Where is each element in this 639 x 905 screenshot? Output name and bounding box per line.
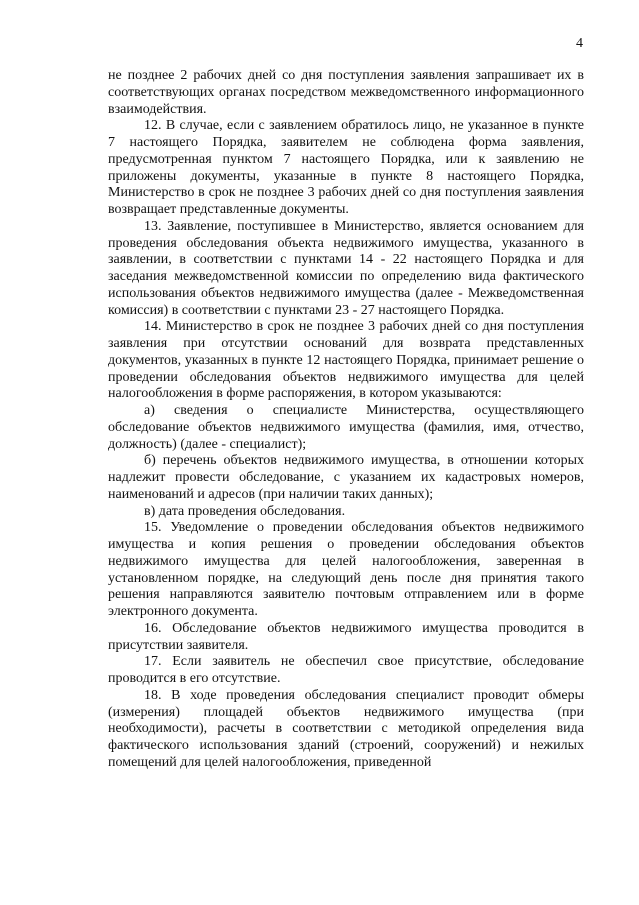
paragraph-continuation: не позднее 2 рабочих дней со дня поступления заявления запрашивает их в соответствующих органах посредством межведомственного информационного взаимодействия. (108, 68, 584, 117)
paragraph-14: 14. Министерство в срок не позднее 3 рабочих дней со дня поступления заявления при отсутствии оснований для возврата представленных документов, указанных в пункте 12 настоящего Порядка, принимает решение о проведении обследования объектов недвижимого имущества для целей налогообложения в форме распоряжения, в котором указываются: (108, 319, 584, 402)
paragraph-13: 13. Заявление, поступившее в Министерство, является основанием для проведения обследования объекта недвижимого имущества, указанного в заявлении, в соответствии с пунктами 14 - 22 настоящего Порядка и для заседания межведомственной комиссии по определению вида фактического использования объектов недвижимого имущества (далее - Межведомственная комиссия) в соответствии с пунктами 23 - 27 настоящего Порядка. (108, 218, 584, 318)
subitem-v: в) дата проведения обследования. (144, 503, 346, 519)
subitem-a: а) сведения о специалисте Министерства, осуществляющего обследование объектов недвижимого имущества (фамилия, имя, отчество, должность) (далее - специалист); (108, 403, 584, 452)
paragraph-16: 16. Обследование объектов недвижимого имущества проводится в присутствии заявителя. (108, 620, 584, 653)
paragraph-12: 12. В случае, если с заявлением обратилось лицо, не указанное в пункте 7 настоящего Порядка, заявителем не соблюдена форма заявления, предусмотренная пунктом 7 настоящего Порядка, или к заявлению не приложены документы, указанные в пункте 8 настоящего Порядка, Министерство в срок не позднее 3 рабочих дней со дня поступления заявления возвращает представленные документы. (108, 118, 584, 217)
paragraph-18: 18. В ходе проведения обследования специалист проводит обмеры (измерения) площадей объектов недвижимого имущества (при необходимости), расчеты в соответствии с методикой определения вида фактического использования зданий (строений, сооружений) и нежилых помещений для целей налогообложения, приведенной (108, 687, 584, 770)
paragraph-17: 17. Если заявитель не обеспечил свое присутствие, обследование проводится в его отсутствие. (108, 654, 584, 686)
subitem-b: б) перечень объектов недвижимого имущества, в отношении которых надлежит провести обследование, с указанием их кадастровых номеров, наименований и адресов (при наличии таких данных); (108, 453, 584, 502)
page-number: 4 (576, 36, 583, 51)
document-body (108, 68, 584, 772)
paragraph-15: 15. Уведомление о проведении обследования объектов недвижимого имущества и копия решения о проведении обследования объектов недвижимого имущества для целей налогообложения, заверенная в установленном порядке, на следующий день после дня принятия такого решения направляются заявителю почтовым отправлением или в форме электронного документа. (108, 520, 584, 619)
